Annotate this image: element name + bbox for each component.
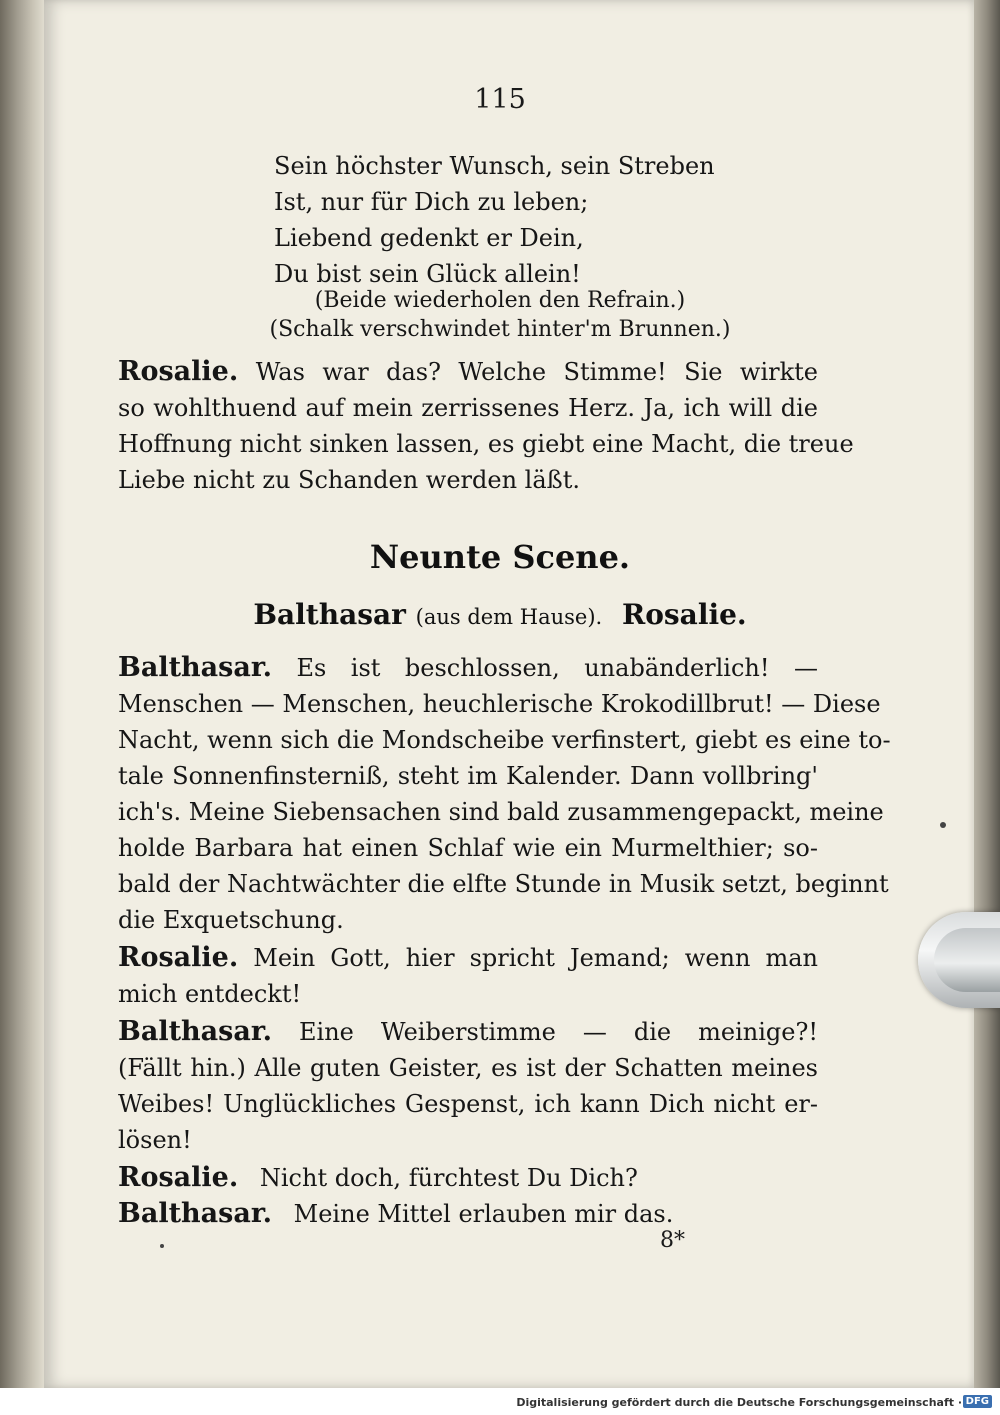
page-edge	[974, 0, 1000, 1388]
cast-note: (aus dem Hause).	[415, 605, 603, 629]
dialogue-line: Menschen — Menschen, heuchlerische Krokodillbrut! — Diese	[118, 690, 881, 718]
dialogue-line: tale Sonnenfinsterniß, steht im Kalender. Dann vollbring'	[118, 762, 818, 790]
dialogue-line: Weibes! Unglückliches Gespenst, ich kann Dich nicht er-	[118, 1090, 818, 1118]
dialogue-line: die Exquetschung.	[118, 906, 344, 934]
speaker-name: Balthasar.	[118, 652, 273, 683]
ink-speck	[940, 822, 946, 828]
dialogue-line: lösen!	[118, 1126, 192, 1154]
dialogue-line: holde Barbara hat einen Schlaf wie ein Murmelthier; so-	[118, 834, 818, 862]
speaker-name: Balthasar.	[118, 1198, 273, 1229]
dialogue-line: mich entdeckt!	[118, 980, 302, 1008]
dialogue-line: Hoffnung nicht sinken lassen, es giebt eine Macht, die treue	[118, 430, 854, 458]
stage-direction: (Schalk verschwindet hinter'm Brunnen.)	[269, 317, 731, 342]
dialogue-text: Es ist beschlossen, unabänderlich! —	[296, 654, 818, 682]
dialogue-line	[118, 650, 818, 686]
verse-line: Ist, nur für Dich zu leben;	[274, 188, 589, 216]
dialogue-line: ich's. Meine Siebensachen sind bald zusammengepackt, meine	[118, 798, 884, 826]
digitization-credit: Digitalisierung gefördert durch die Deutsche Forschungsgemeinschaft ·	[516, 1396, 962, 1409]
verse-line: Sein höchster Wunsch, sein Streben	[274, 152, 715, 180]
speaker-name: Rosalie.	[118, 942, 239, 973]
dialogue-text: Nicht doch, fürchtest Du Dich?	[259, 1164, 638, 1192]
book-binding	[0, 0, 44, 1388]
speaker-name: Rosalie.	[118, 356, 239, 387]
page-clip-inner	[934, 928, 1000, 992]
dialogue-text: Was war das? Welche Stimme! Sie wirkte	[255, 358, 818, 386]
signature-mark: 8*	[660, 1228, 685, 1253]
scene-cast	[0, 598, 1000, 631]
dialogue-line: (Fällt hin.) Alle guten Geister, es ist der Schatten meines	[118, 1054, 818, 1082]
dialogue-line: Liebe nicht zu Schanden werden läßt.	[118, 466, 580, 494]
dialogue-text: Eine Weiberstimme — die meinige?!	[299, 1018, 818, 1046]
dialogue-line	[118, 1014, 818, 1050]
dialogue-text: Mein Gott, hier spricht Jemand; wenn man	[253, 944, 818, 972]
speaker-name: Balthasar.	[118, 1016, 273, 1047]
scene-title: Neunte Scene.	[369, 538, 631, 576]
dialogue-line	[118, 1160, 818, 1196]
dfg-logo: DFG	[963, 1395, 992, 1408]
ink-speck	[160, 1244, 164, 1248]
verse-line: Liebend gedenkt er Dein,	[274, 224, 584, 252]
stage-direction: (Beide wiederholen den Refrain.)	[314, 288, 686, 313]
speaker-name: Rosalie.	[118, 1162, 239, 1193]
verse-line: Du bist sein Glück allein!	[274, 260, 581, 288]
dialogue-line: so wohlthuend auf mein zerrissenes Herz. Ja, ich will die	[118, 394, 818, 422]
page-number: 115	[474, 84, 526, 115]
cast-first: Balthasar	[253, 598, 406, 631]
dialogue-line	[118, 1196, 818, 1232]
cast-second: Rosalie.	[621, 598, 747, 631]
dialogue-line	[118, 354, 818, 390]
dialogue-line	[118, 940, 818, 976]
dialogue-text: Meine Mittel erlauben mir das.	[293, 1200, 674, 1228]
dialogue-line: bald der Nachtwächter die elfte Stunde in Musik setzt, beginnt	[118, 870, 889, 898]
dialogue-line: Nacht, wenn sich die Mondscheibe verfinstert, giebt es eine to-	[118, 726, 891, 754]
